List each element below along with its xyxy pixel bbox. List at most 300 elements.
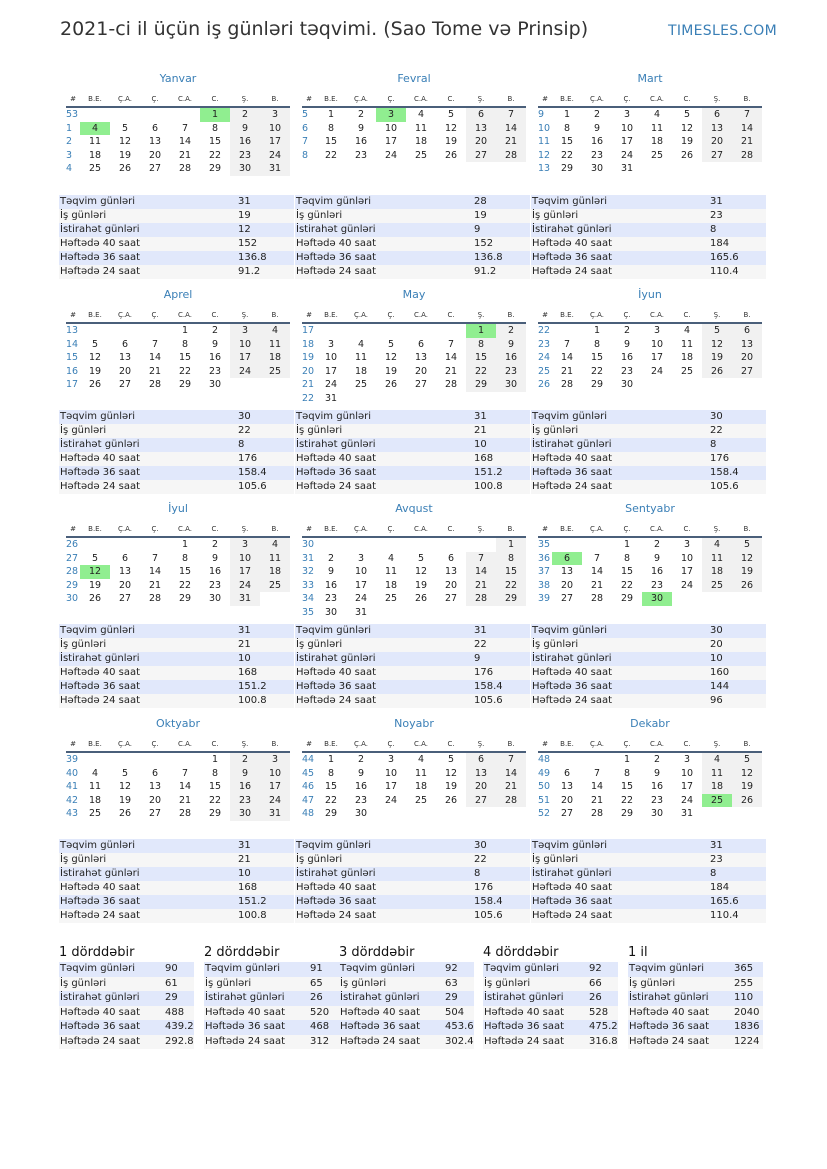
day-cell: 9 (230, 767, 260, 781)
stat-value: 110.4 (710, 266, 739, 277)
stat-row (295, 466, 530, 480)
month-stats (531, 195, 766, 279)
stat-row (483, 962, 618, 977)
weekday-header: Ş. (230, 737, 260, 752)
stat-label: Həftədə 40 saat (296, 238, 377, 249)
stat-row (59, 624, 294, 638)
stat-value: 10 (238, 653, 251, 664)
week-number: 38 (538, 579, 551, 591)
stat-value: 29 (165, 992, 178, 1003)
empty-day-cell (466, 537, 496, 552)
weekday-header-row (66, 92, 290, 107)
week-number: 47 (302, 794, 315, 806)
day-cell: 28 (496, 149, 526, 163)
month-name: Fevral (397, 72, 431, 85)
weekday-header: Ç.A. (346, 522, 376, 537)
stat-label: Təqvim günləri (60, 196, 136, 207)
day-cell: 27 (560, 593, 574, 604)
stat-row (59, 881, 294, 895)
stat-value: 1836 (734, 1021, 760, 1032)
empty-day-cell (436, 323, 466, 338)
empty-day-cell (582, 752, 612, 767)
month-name: İyun (638, 288, 662, 301)
day-cell: 25 (414, 794, 428, 806)
day-cell: 17 (384, 781, 398, 792)
day-cell: 16 (208, 566, 222, 577)
day-cell: 10 (230, 552, 260, 566)
stat-row (59, 638, 294, 652)
day-cell: 8 (211, 767, 219, 779)
stat-value: 144 (710, 681, 730, 692)
day-cell: 14 (560, 352, 574, 363)
stat-row (59, 853, 294, 867)
month-calendar (302, 717, 526, 821)
stat-label: Həftədə 40 saat (532, 238, 613, 249)
stat-value: 9 (474, 224, 481, 235)
day-cell: 6 (151, 767, 159, 779)
stat-label: İş günləri (60, 977, 107, 989)
day-cell: 4 (702, 752, 732, 767)
stat-row (483, 1020, 618, 1035)
weekday-header: C.A. (170, 92, 200, 107)
week-number-header: # (66, 92, 80, 107)
stat-value: 31 (238, 196, 251, 207)
day-cell: 23 (590, 149, 604, 161)
stat-row (59, 694, 294, 708)
weekday-header: B.E. (80, 737, 110, 752)
day-cell: 5 (683, 109, 691, 120)
stat-label: İş günləri (629, 977, 676, 989)
day-cell: 13 (414, 352, 428, 363)
month-name: İyul (168, 502, 188, 515)
month-calendar (302, 72, 526, 162)
day-cell: 12 (732, 552, 762, 566)
empty-day-cell (436, 537, 466, 552)
week-row (538, 323, 762, 338)
day-cell: 11 (260, 338, 290, 352)
stat-row (339, 1035, 474, 1050)
day-cell: 17 (680, 566, 694, 577)
day-cell: 4 (80, 122, 110, 136)
stat-label: Təqvim günləri (340, 963, 416, 974)
day-cell: 16 (354, 781, 368, 792)
week-number: 9 (538, 109, 545, 120)
weekday-header: Ç. (140, 737, 170, 752)
day-cell: 12 (444, 767, 458, 779)
day-cell: 12 (118, 781, 132, 792)
day-cell: 21 (496, 780, 526, 794)
day-cell: 19 (732, 565, 762, 579)
stat-row (628, 1020, 763, 1035)
day-cell: 4 (702, 537, 732, 552)
stat-value: 8 (710, 439, 717, 450)
weekday-header: C. (200, 737, 230, 752)
month-table (66, 92, 290, 176)
week-number: 33 (302, 579, 315, 591)
quarter-stats (483, 962, 618, 1049)
day-cell: 17 (260, 135, 290, 149)
day-cell: 14 (496, 122, 526, 136)
weekday-header: B.E. (316, 737, 346, 752)
day-cell: 30 (208, 379, 222, 390)
day-cell: 7 (593, 552, 601, 564)
day-cell: 13 (118, 566, 132, 577)
day-cell: 22 (620, 794, 634, 806)
stat-row (59, 466, 294, 480)
month-stats (59, 624, 294, 708)
weekday-header: Ç. (612, 522, 642, 537)
week-row (538, 365, 762, 379)
stat-row (295, 895, 530, 909)
stat-value: 21 (474, 425, 487, 436)
day-cell: 23 (620, 365, 634, 377)
day-cell: 23 (354, 794, 368, 806)
stat-value: 292.8 (165, 1035, 194, 1047)
empty-day-cell (376, 392, 406, 406)
week-number: 32 (302, 566, 315, 577)
day-cell: 30 (620, 379, 634, 390)
stat-row (295, 666, 530, 680)
day-cell: 16 (230, 780, 260, 794)
stat-row (531, 424, 766, 438)
day-cell: 14 (178, 781, 192, 792)
weekday-header: Ş. (230, 522, 260, 537)
day-cell: 12 (680, 122, 694, 134)
stat-row (59, 909, 294, 923)
quarter-stats (59, 962, 194, 1049)
stat-label: İş günləri (205, 977, 252, 989)
day-cell: 6 (447, 552, 455, 564)
stat-row (204, 1020, 339, 1035)
stat-row (531, 410, 766, 424)
week-row (302, 338, 526, 352)
month-calendar (302, 502, 526, 619)
day-cell: 28 (466, 592, 496, 606)
day-cell: 24 (260, 149, 290, 163)
empty-day-cell (642, 162, 672, 176)
day-cell: 30 (230, 807, 260, 821)
stat-label: Təqvim günləri (532, 411, 608, 422)
day-cell: 19 (118, 149, 132, 161)
day-cell: 1 (327, 109, 335, 120)
empty-day-cell (496, 606, 526, 620)
empty-day-cell (140, 537, 170, 552)
week-row (538, 592, 762, 606)
day-cell: 15 (466, 351, 496, 365)
day-cell: 11 (702, 767, 732, 781)
stat-value: 23 (710, 210, 723, 221)
stat-label: Təqvim günləri (60, 411, 136, 422)
weekday-header: Ç.A. (110, 522, 140, 537)
stat-value: 468 (310, 1021, 330, 1032)
day-cell: 11 (414, 122, 428, 134)
stat-value: 158.4 (238, 467, 267, 478)
day-cell: 29 (208, 808, 222, 819)
stat-value: 22 (474, 639, 487, 650)
stat-value: 30 (474, 840, 487, 851)
empty-day-cell (406, 537, 436, 552)
day-cell: 2 (653, 754, 661, 765)
day-cell: 26 (702, 365, 732, 379)
day-cell: 16 (650, 781, 664, 792)
stat-label: Həftədə 24 saat (532, 695, 613, 706)
empty-day-cell (170, 752, 200, 767)
day-cell: 18 (650, 136, 664, 147)
day-cell: 25 (88, 163, 102, 174)
day-cell: 21 (590, 794, 604, 806)
weekday-header: B. (260, 308, 290, 323)
stat-row (59, 1020, 194, 1035)
empty-day-cell (110, 323, 140, 338)
stat-label: Həftədə 36 saat (296, 252, 377, 263)
stat-row (59, 839, 294, 853)
day-cell: 12 (88, 352, 102, 363)
day-cell: 29 (324, 808, 338, 819)
stat-label: Həftədə 40 saat (340, 1006, 421, 1018)
week-row (538, 552, 762, 566)
day-cell: 24 (230, 365, 260, 379)
stat-label: Həftədə 36 saat (296, 896, 377, 907)
day-cell: 2 (230, 752, 260, 767)
week-row (66, 149, 290, 163)
brand-link[interactable]: TIMESLES.COM (668, 23, 777, 39)
weekday-header-row (66, 308, 290, 323)
empty-day-cell (642, 378, 672, 392)
empty-day-cell (672, 162, 702, 176)
weekday-header: B.E. (80, 92, 110, 107)
stat-value: 136.8 (238, 252, 267, 263)
week-row (538, 780, 762, 794)
stat-row (295, 853, 530, 867)
stat-row (59, 962, 194, 977)
stat-label: Həftədə 36 saat (484, 1021, 565, 1032)
weekday-header: Ş. (466, 522, 496, 537)
weekday-header: C.A. (642, 308, 672, 323)
week-row (302, 552, 526, 566)
weekday-header: B.E. (316, 308, 346, 323)
day-cell: 4 (683, 325, 691, 336)
day-cell: 27 (118, 379, 132, 390)
week-row (66, 107, 290, 122)
day-cell: 4 (357, 338, 365, 350)
stat-label: Həftədə 24 saat (205, 1035, 286, 1047)
day-cell: 26 (88, 379, 102, 390)
day-cell: 3 (623, 109, 631, 120)
stat-value: 176 (474, 667, 494, 678)
day-cell: 21 (148, 365, 162, 377)
day-cell: 12 (80, 565, 110, 579)
day-cell: 22 (496, 579, 526, 593)
quarter-stats (628, 962, 763, 1049)
day-cell: 2 (357, 754, 365, 765)
month-table (538, 92, 762, 176)
day-cell: 4 (653, 109, 661, 120)
stat-label: Həftədə 24 saat (296, 481, 377, 492)
stat-row (59, 424, 294, 438)
day-cell: 24 (384, 794, 398, 806)
weekday-header: C.A. (406, 522, 436, 537)
day-cell: 9 (327, 566, 335, 577)
week-row (66, 351, 290, 365)
weekday-header-row (538, 737, 762, 752)
day-cell: 21 (444, 365, 458, 377)
day-cell: 13 (702, 122, 732, 136)
week-row (538, 794, 762, 808)
stat-value: 158.4 (474, 896, 503, 907)
day-cell: 20 (148, 149, 162, 161)
month-table (538, 737, 762, 821)
day-cell: 12 (384, 352, 398, 363)
stat-label: Təqvim günləri (532, 840, 608, 851)
stat-label: Həftədə 40 saat (60, 1006, 141, 1018)
weekday-header-row (302, 737, 526, 752)
stat-label: İş günləri (532, 854, 579, 865)
day-cell: 9 (211, 552, 219, 564)
weekday-header: B.E. (80, 308, 110, 323)
weekday-header: Ç. (140, 92, 170, 107)
month-calendar (302, 288, 526, 405)
stat-row (59, 867, 294, 881)
week-row (538, 149, 762, 163)
day-cell: 29 (590, 379, 604, 390)
day-cell: 26 (444, 149, 458, 161)
empty-day-cell (80, 323, 110, 338)
day-cell: 7 (181, 767, 189, 779)
week-number: 29 (66, 579, 79, 591)
stat-row (628, 991, 763, 1006)
stat-row (531, 251, 766, 265)
stat-row (59, 666, 294, 680)
day-cell: 13 (148, 136, 162, 147)
stat-label: Həftədə 36 saat (296, 681, 377, 692)
week-number: 30 (302, 539, 315, 550)
week-number: 52 (538, 808, 551, 819)
day-cell: 15 (178, 352, 192, 363)
stat-label: Həftədə 24 saat (60, 1035, 141, 1047)
week-number: 48 (302, 808, 315, 819)
day-cell: 15 (178, 566, 192, 577)
stat-row (295, 909, 530, 923)
stat-label: Təqvim günləri (296, 411, 372, 422)
week-row (66, 780, 290, 794)
weekday-header: C.A. (170, 522, 200, 537)
day-cell: 17 (620, 136, 634, 147)
stat-value: 21 (238, 639, 251, 650)
stat-label: Həftədə 40 saat (60, 667, 141, 678)
stat-row (59, 209, 294, 223)
week-number-header: # (66, 522, 80, 537)
day-cell: 29 (208, 163, 222, 174)
week-number: 22 (302, 392, 315, 404)
stat-row (59, 1006, 194, 1021)
stat-value: 184 (710, 238, 730, 249)
day-cell: 22 (208, 149, 222, 161)
week-number: 34 (302, 593, 315, 604)
day-cell: 5 (447, 754, 455, 765)
day-cell: 7 (151, 338, 159, 350)
empty-day-cell (702, 592, 732, 606)
day-cell: 20 (560, 794, 574, 806)
day-cell: 10 (680, 767, 694, 779)
day-cell: 16 (496, 351, 526, 365)
stat-label: Təqvim günləri (296, 840, 372, 851)
day-cell: 28 (178, 163, 192, 174)
empty-day-cell (110, 537, 140, 552)
week-row (302, 323, 526, 338)
stat-value: 30 (238, 411, 251, 422)
day-cell: 9 (230, 122, 260, 136)
stat-row (295, 195, 530, 209)
empty-day-cell (140, 323, 170, 338)
day-cell: 18 (260, 351, 290, 365)
empty-day-cell (376, 323, 406, 338)
stat-value: 488 (165, 1006, 185, 1018)
day-cell: 2 (211, 325, 219, 336)
empty-day-cell (230, 378, 260, 392)
month-table (302, 308, 526, 405)
day-cell: 21 (496, 135, 526, 149)
day-cell: 13 (732, 338, 762, 352)
weekday-header: Ç. (376, 522, 406, 537)
weekday-header: Ç. (140, 308, 170, 323)
stat-value: 8 (238, 439, 245, 450)
day-cell: 10 (680, 552, 694, 564)
week-number: 43 (66, 808, 79, 819)
day-cell: 7 (496, 752, 526, 767)
day-cell: 5 (121, 122, 129, 134)
stat-row (531, 853, 766, 867)
stat-value: 158.4 (710, 467, 739, 478)
weekday-header: B. (496, 308, 526, 323)
stat-row (531, 895, 766, 909)
stat-value: 96 (710, 695, 723, 706)
day-cell: 26 (732, 579, 762, 593)
day-cell: 18 (354, 365, 368, 377)
day-cell: 3 (683, 539, 691, 550)
day-cell: 16 (354, 136, 368, 147)
month-table (538, 308, 762, 392)
day-cell: 11 (384, 566, 398, 577)
week-row (66, 565, 290, 579)
week-row (302, 794, 526, 808)
day-cell: 21 (560, 365, 574, 377)
week-row (302, 392, 526, 406)
stat-row (59, 438, 294, 452)
week-row (538, 338, 762, 352)
week-row (66, 552, 290, 566)
day-cell: 26 (732, 794, 762, 808)
empty-day-cell (406, 323, 436, 338)
day-cell: 18 (414, 136, 428, 147)
day-cell: 8 (563, 122, 571, 134)
day-cell: 19 (702, 351, 732, 365)
week-number-header: # (66, 308, 80, 323)
day-cell: 11 (680, 338, 694, 350)
day-cell: 10 (324, 352, 338, 363)
day-cell: 11 (260, 552, 290, 566)
stat-row (295, 624, 530, 638)
day-cell: 6 (417, 338, 425, 350)
weekday-header-row (538, 522, 762, 537)
stat-row (531, 223, 766, 237)
week-number: 42 (66, 794, 79, 806)
day-cell: 6 (563, 767, 571, 779)
month-stats (531, 624, 766, 708)
week-row (538, 767, 762, 781)
stat-value: 105.6 (238, 481, 267, 492)
stat-label: Həftədə 36 saat (532, 681, 613, 692)
day-cell: 27 (466, 794, 496, 808)
